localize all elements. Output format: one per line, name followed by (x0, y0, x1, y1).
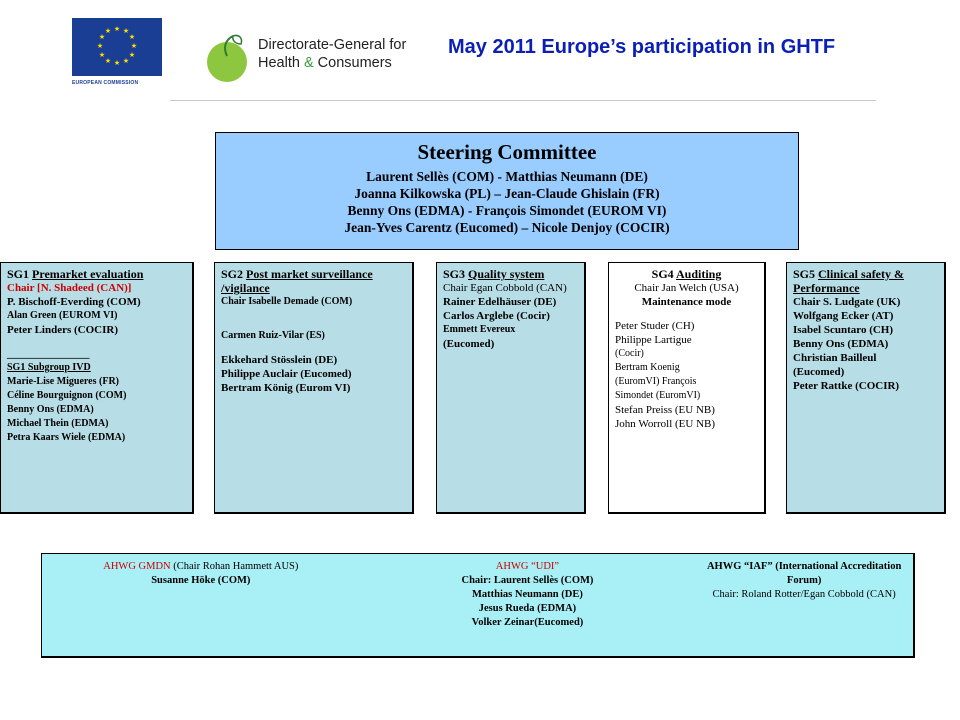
sg2-chair: Chair Isabelle Demade (COM) (221, 296, 353, 307)
sg1-subgroup-title: SG1 Subgroup IVD (7, 362, 91, 373)
sg1-chair: Chair [N. Shadeed (CAN)] (7, 282, 132, 294)
sg2-member: Bertram König (Eurom VI) (221, 382, 351, 394)
sg4-member: Simondet (EuromVI) (615, 390, 701, 401)
sg5-member: Peter Rattke (COCIR) (793, 380, 900, 392)
sg3-member: Rainer Edelhäuser (DE) (443, 296, 557, 308)
sg4-member: John Worroll (EU NB) (615, 418, 716, 430)
ahwg-udi-chair: Chair: Laurent Sellès (COM) (461, 575, 594, 586)
sg4-box (608, 262, 766, 514)
sg4-members (615, 319, 758, 431)
steering-line: Benny Ons (EDMA) - François Simondet (EUROM VI) (347, 203, 667, 218)
sg1-member: Peter Linders (COCIR) (7, 324, 118, 336)
svg-text:★: ★ (122, 27, 130, 35)
sg5-member: Isabel Scuntaro (CH) (793, 324, 894, 336)
svg-text:★: ★ (98, 51, 106, 59)
ahwg-udi-member: Matthias Neumann (DE) (472, 589, 583, 600)
dg-logo-text (258, 36, 406, 72)
svg-text:★: ★ (130, 42, 138, 50)
steering-committee-title: Steering Committee (417, 140, 597, 164)
sg2-heading: SG2 Post market surveillance /vigilance (221, 267, 373, 295)
svg-text:★: ★ (122, 57, 130, 65)
sg5-chair: Chair S. Ludgate (UK) (793, 296, 901, 308)
sg2-member: Philippe Auclair (Eucomed) (221, 368, 352, 380)
sg4-member: Peter Studer (CH) (615, 320, 695, 332)
sg4-heading: SG4 Auditing (651, 267, 722, 281)
sg3-box (436, 262, 586, 514)
ahwg-table (41, 553, 915, 658)
sg5-member: Christian Bailleul (793, 352, 877, 364)
sg3-member: (Eucomed) (443, 338, 495, 350)
sg1-subgroup-member: Marie-Lise Migueres (FR) (7, 376, 119, 387)
ahwg-udi-cell (360, 554, 696, 656)
sg5-member: (Eucomed) (793, 366, 845, 378)
svg-text:★: ★ (113, 25, 121, 33)
ahwg-gmdn-member: Susanne Höke (COM) (151, 575, 251, 586)
page-title: May 2011 Europe’s participation in GHTF (448, 36, 836, 58)
sg5-heading: SG5 Clinical safety & Performance (793, 267, 905, 295)
sg4-member: Stefan Preiss (EU NB) (615, 404, 715, 416)
sg4-member: Philippe Lartigue (615, 334, 692, 346)
sg1-subgroup-member: Michael Thein (EDMA) (7, 418, 109, 429)
eu-caption: EUROPEAN COMMISSION (72, 80, 139, 86)
sg5-member: Benny Ons (EDMA) (793, 338, 889, 350)
sg4-member: Bertram Koenig (615, 362, 680, 373)
svg-text:★: ★ (113, 59, 121, 67)
ahwg-udi-member: Volker Zeinar(Eucomed) (471, 617, 584, 628)
steering-line: Jean-Yves Carentz (Eucomed) – Nicole Denjoy (COCIR) (344, 220, 670, 235)
sg1-subgroup-member: Benny Ons (EDMA) (7, 404, 94, 415)
sg2-member: Carmen Ruiz-Vilar (ES) (221, 330, 325, 341)
sg1-separator: _______________ (7, 348, 90, 360)
svg-text:★: ★ (128, 33, 136, 41)
header-divider (170, 100, 876, 101)
sg1-member: Alan Green (EUROM VI) (7, 310, 118, 321)
sg5-member: Wolfgang Ecker (AT) (793, 310, 894, 322)
ahwg-gmdn-cell (42, 554, 360, 656)
svg-text:★: ★ (96, 42, 104, 50)
sg2-member: Ekkehard Stösslein (DE) (221, 354, 338, 366)
sg5-box (786, 262, 946, 514)
sg3-member: Carlos Arglebe (Cocir) (443, 310, 550, 322)
sg4-mode: Maintenance mode (641, 296, 732, 308)
svg-text:★: ★ (98, 33, 106, 41)
svg-text:★: ★ (104, 57, 112, 65)
ahwg-iaf-heading: AHWG “IAF” (International Accreditation Forum) (706, 561, 902, 586)
sg3-member: Emmett Evereux (443, 324, 516, 335)
ahwg-iaf-cell (695, 554, 913, 656)
sg1-subgroup-member: Céline Bourguignon (COM) (7, 390, 127, 401)
sg1-member: P. Bischoff-Everding (COM) (7, 296, 141, 308)
sg4-member: (EuromVI) François (615, 376, 697, 387)
ahwg-iaf-chair: Chair: Roland Rotter/Egan Cobbold (CAN) (712, 589, 896, 600)
ahwg-gmdn-heading: AHWG GMDN (Chair Rohan Hammett AUS) (103, 561, 299, 572)
dg-line-1: Directorate-General for (258, 37, 407, 53)
sg4-member: (Cocir) (615, 348, 644, 359)
svg-text:★: ★ (128, 51, 136, 59)
sg3-heading: SG3 Quality system (443, 267, 545, 281)
eu-flag-logo (72, 18, 162, 76)
sg1-heading: SG1 Premarket evaluation (7, 267, 144, 281)
steering-line: Laurent Sellès (COM) - Matthias Neumann (DE) (366, 169, 648, 184)
sg4-chair: Chair Jan Welch (USA) (634, 282, 739, 294)
sg2-box (214, 262, 414, 514)
sg1-box (0, 262, 194, 514)
dg-line-2: Health & Consumers (258, 55, 392, 71)
sg3-chair: Chair Egan Cobbold (CAN) (443, 282, 567, 294)
steering-committee-box (215, 132, 799, 250)
steering-line: Joanna Kilkowska (PL) – Jean-Claude Ghislain (FR) (354, 186, 660, 201)
svg-text:★: ★ (104, 27, 112, 35)
ahwg-udi-member: Jesus Rueda (EDMA) (478, 603, 577, 614)
ahwg-udi-heading: AHWG “UDI” (495, 561, 560, 572)
sg1-subgroup-member: Petra Kaars Wiele (EDMA) (7, 432, 126, 443)
